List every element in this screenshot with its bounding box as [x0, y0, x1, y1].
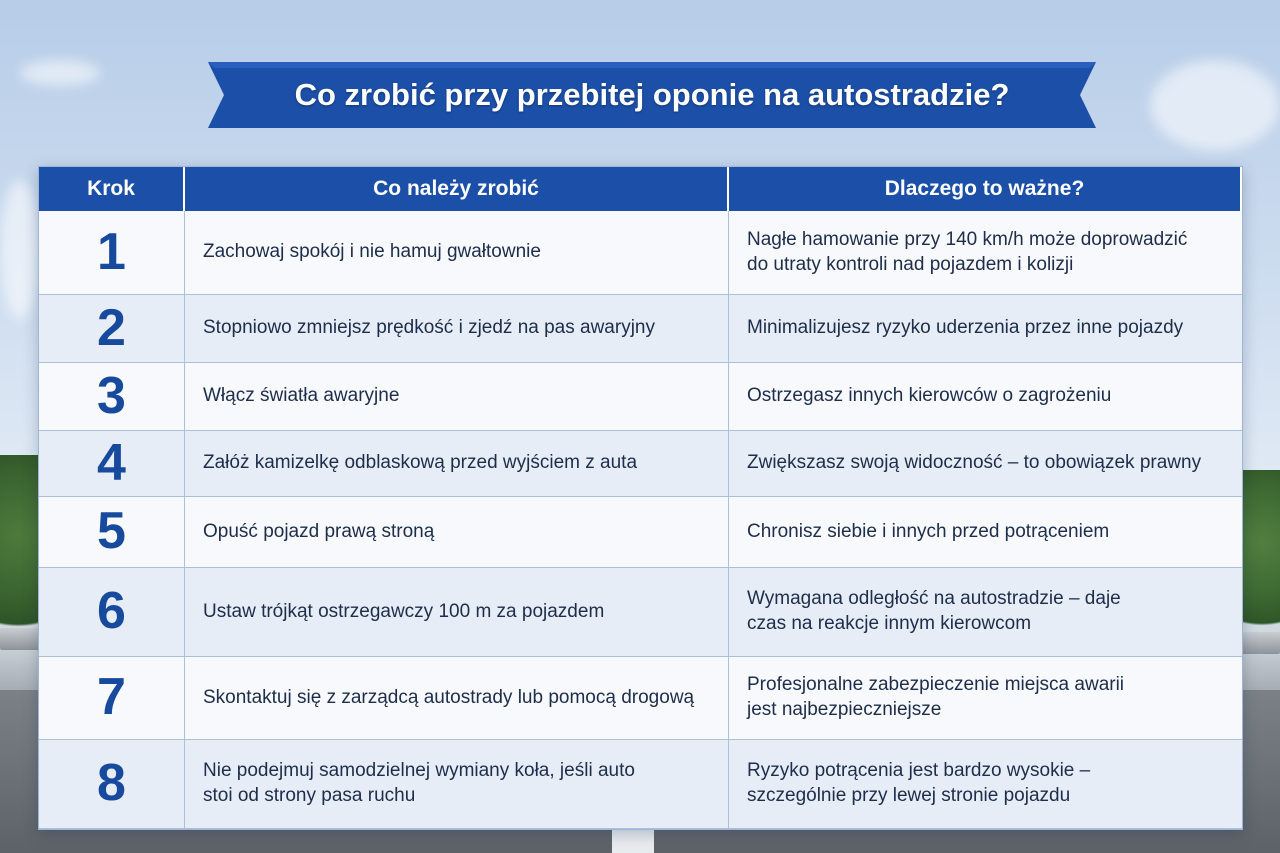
step-action: Stopniowo zmniejsz prędkość i zjedź na pas awaryjny [185, 295, 729, 363]
header-action: Co należy zrobić [185, 167, 729, 211]
step-action: Załóż kamizelkę odblaskową przed wyjściem z auta [185, 431, 729, 497]
step-reason: Ryzyko potrącenia jest bardzo wysokie – szczególnie przy lewej stronie pojazdu [729, 740, 1242, 829]
step-number: 7 [39, 657, 185, 740]
step-action: Ustaw trójkąt ostrzegawczy 100 m za pojazdem [185, 568, 729, 657]
step-reason: Chronisz siebie i innych przed potrąceniem [729, 497, 1242, 568]
header-krok: Krok [39, 167, 185, 211]
cloud [0, 180, 40, 320]
step-number: 2 [39, 295, 185, 363]
cloud [20, 60, 100, 86]
page-title: Co zrobić przy przebitej oponie na autostradzie? [294, 77, 1010, 112]
step-number: 4 [39, 431, 185, 497]
step-action: Zachowaj spokój i nie hamuj gwałtownie [185, 211, 729, 295]
step-reason: Profesjonalne zabezpieczenie miejsca awarii jest najbezpieczniejsze [729, 657, 1242, 740]
step-reason: Wymagana odległość na autostradzie – daje czas na reakcje innym kierowcom [729, 568, 1242, 657]
step-reason: Zwiększasz swoją widoczność – to obowiązek prawny [729, 431, 1242, 497]
step-number: 3 [39, 363, 185, 431]
step-number: 6 [39, 568, 185, 657]
step-action: Włącz światła awaryjne [185, 363, 729, 431]
step-reason: Nagłe hamowanie przy 140 km/h może doprowadzić do utraty kontroli nad pojazdem i kolizji [729, 211, 1242, 295]
cloud [1150, 60, 1280, 150]
step-number: 1 [39, 211, 185, 295]
lane-marking [612, 828, 654, 853]
step-action: Nie podejmuj samodzielnej wymiany koła, jeśli auto stoi od strony pasa ruchu [185, 740, 729, 829]
step-reason: Ostrzegasz innych kierowców o zagrożeniu [729, 363, 1242, 431]
title-banner [208, 62, 1096, 128]
step-action: Skontaktuj się z zarządcą autostrady lub pomocą drogową [185, 657, 729, 740]
steps-table [38, 166, 1243, 830]
step-action: Opuść pojazd prawą stroną [185, 497, 729, 568]
step-number: 5 [39, 497, 185, 568]
header-reason: Dlaczego to ważne? [729, 167, 1242, 211]
step-reason: Minimalizujesz ryzyko uderzenia przez inne pojazdy [729, 295, 1242, 363]
step-number: 8 [39, 740, 185, 829]
